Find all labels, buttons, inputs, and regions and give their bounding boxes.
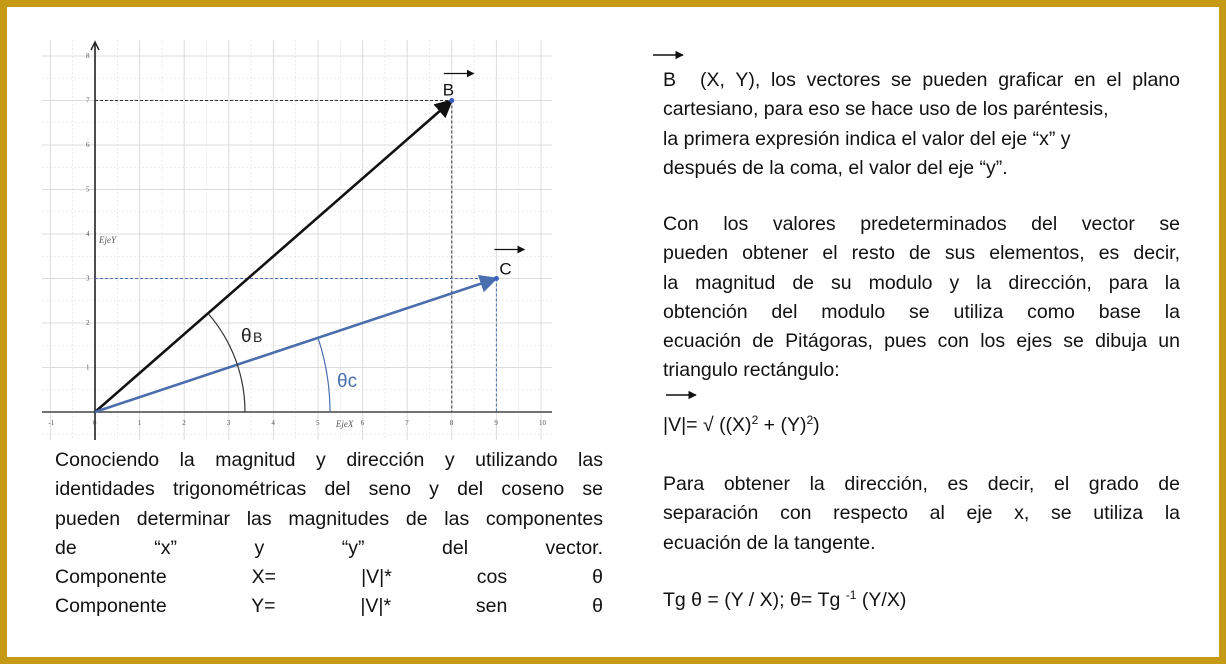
x-tick-label: 7 bbox=[405, 419, 409, 427]
graph-vectors bbox=[95, 74, 524, 413]
x-tick-label: 5 bbox=[316, 419, 320, 427]
right-p2-line-5: ecuación de Pitágoras, pues con los ejes se dibuja un bbox=[663, 330, 1180, 353]
angle-c-arc bbox=[318, 338, 330, 412]
vector-v-arrow-icon bbox=[665, 389, 699, 401]
component-y-formula: Componente Y= |V|* sen θ bbox=[55, 595, 603, 618]
point-c bbox=[494, 276, 499, 281]
x-tick-label: 0 bbox=[93, 419, 97, 427]
right-p3-line-1: Para obtener la dirección, es decir, el grado de bbox=[663, 473, 1180, 495]
y-tick-label: 3 bbox=[86, 274, 90, 283]
vector-b-symbol: B bbox=[663, 69, 677, 91]
angle-b-label: θ bbox=[241, 326, 252, 347]
y-tick-label: 8 bbox=[86, 52, 90, 60]
right-p1-line-2: cartesiano, para eso se hace uso de los paréntesis, bbox=[663, 98, 1109, 121]
right-p2-line-3: la magnitud de su modulo y la dirección, para la bbox=[663, 271, 1180, 294]
x-tick-label: 4 bbox=[271, 419, 275, 427]
y-tick-label: 1 bbox=[86, 363, 90, 372]
x-tick-label: 1 bbox=[137, 419, 142, 427]
left-paragraph bbox=[55, 446, 603, 622]
x-tick-label: 9 bbox=[494, 419, 498, 427]
y-tick-label: 5 bbox=[86, 185, 90, 194]
x-tick-label: 10 bbox=[539, 419, 546, 427]
right-p3-line-3: ecuación de la tangente. bbox=[663, 531, 876, 554]
left-line-3: pueden determinar las magnitudes de las componentes bbox=[55, 507, 603, 530]
left-line-4: de “x” y “y” del vector. bbox=[55, 536, 603, 559]
right-paragraph-1 bbox=[663, 66, 1180, 183]
right-p3-line-2: separación con respecto al eje x, se utiliza la bbox=[663, 502, 1180, 525]
angle-b-subscript: B bbox=[253, 329, 263, 345]
angle-c-label: θc bbox=[337, 371, 358, 392]
right-p1-line-1: (X, Y), los vectores se pueden graficar en el plano bbox=[700, 69, 1180, 91]
right-p2-line-4: obtención del modulo se utiliza como base la bbox=[663, 300, 1180, 323]
right-paragraph-3 bbox=[663, 470, 1180, 558]
graph-tick-labels bbox=[48, 52, 546, 429]
vector-c-label: C bbox=[499, 259, 512, 279]
graph-axes bbox=[42, 42, 552, 440]
right-p2-line-6: triangulo rectángulo: bbox=[663, 359, 840, 382]
x-tick-label: 8 bbox=[449, 419, 454, 427]
y-tick-label: 6 bbox=[86, 141, 90, 149]
x-tick-label: 6 bbox=[360, 419, 365, 427]
component-x-formula: Componente X= |V|* cos θ bbox=[55, 566, 603, 589]
x-axis-label: EjeX bbox=[335, 419, 354, 429]
right-paragraph-2 bbox=[663, 210, 1180, 386]
left-line-2: identidades trigonométricas del seno y del coseno se bbox=[55, 478, 603, 501]
y-axis-label: EjeY bbox=[99, 234, 116, 245]
magnitude-formula: |V|= √ $((X)^2 + (Y)^2)$ bbox=[663, 413, 820, 436]
y-tick-label: 2 bbox=[86, 319, 90, 327]
x-tick-label: 3 bbox=[226, 419, 231, 427]
x-tick-label: 2 bbox=[182, 419, 186, 427]
cartesian-graph bbox=[41, 39, 554, 441]
right-p2-line-2: pueden obtener el resto de sus elementos, es decir, bbox=[663, 242, 1180, 265]
x-tick-label: -1 bbox=[48, 419, 55, 427]
tangent-formula: Tg θ = (Y / X); θ= Tg $^{-1}$ (Y/X) bbox=[663, 588, 907, 611]
right-p2-line-1: Con los valores predeterminados del vector se bbox=[663, 213, 1180, 235]
vector-arrow-icon bbox=[652, 49, 686, 61]
y-tick-label: 4 bbox=[86, 230, 90, 238]
right-p1-line-3: la primera expresión indica el valor del eje “x” y bbox=[663, 127, 1071, 150]
y-tick-label: 7 bbox=[86, 96, 90, 105]
right-p1-line-4: después de la coma, el valor del eje “y”. bbox=[663, 156, 1008, 179]
vector-b-label: B bbox=[442, 80, 455, 100]
left-line-1: Conociendo la magnitud y dirección y utilizando las bbox=[55, 449, 603, 471]
